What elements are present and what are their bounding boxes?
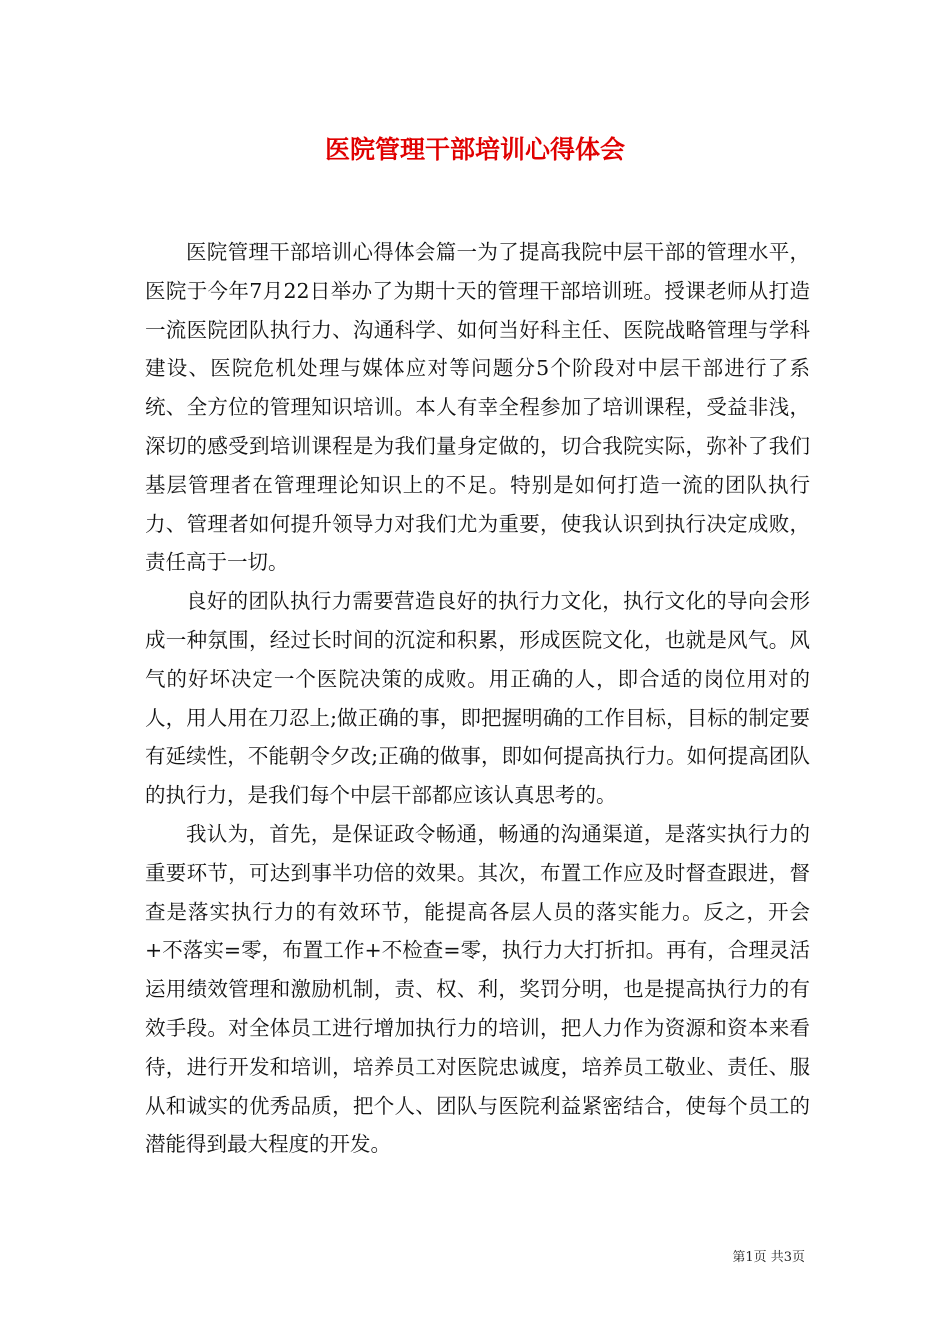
page-number-footer: 第1页 共3页 (732, 1250, 805, 1265)
paragraph-1: 医院管理干部培训心得体会篇一为了提高我院中层干部的管理水平，医院于今年7月22日举办了为期十天的管理干部培训班。授课老师从打造一流医院团队执行力、沟通科学、如何当好科主任、医院战略管理与学科建设、医院危机处理与媒体应对等问题分5个阶段对中层干部进行了系统、全方位的管理知识培训。本人有幸全程参加了培训课程，受益非浅，深切的感受到培训课程是为我们量身定做的，切合我院实际，弥补了我们基层管理者在管理理论知识上的不足。特别是如何打造一流的团队执行力、管理者如何提升领导力对我们尤为重要，使我认识到执行决定成败，责任高于一切。 (145, 240, 810, 575)
document-title: 医院管理干部培训心得体会 (324, 135, 625, 164)
document-body (145, 233, 810, 1164)
paragraph-2: 良好的团队执行力需要营造良好的执行力文化，执行文化的导向会形成一种氛围，经过长时间的沉淀和积累，形成医院文化，也就是风气。风气的好坏决定一个医院决策的成败。用正确的人，即合适的岗位用对的人，用人用在刀忍上;做正确的事，即把握明确的工作目标，目标的制定要有延续性，不能朝令夕改;正确的做事，即如何提高执行力。如何提高团队的执行力，是我们每个中层干部都应该认真思考的。 (145, 589, 810, 808)
paragraph-3: 我认为，首先，是保证政令畅通，畅通的沟通渠道，是落实执行力的重要环节，可达到事半功倍的效果。其次，布置工作应及时督查跟进，督查是落实执行力的有效环节，能提高各层人员的落实能力。反之，开会+不落实=零，布置工作+不检查=零，执行力大打折扣。再有，合理灵活运用绩效管理和激励机制，责、权、利，奖罚分明，也是提高执行力的有效手段。对全体员工进行增加执行力的培训，把人力作为资源和资本来看待，进行开发和培训，培养员工对医院忠诚度，培养员工敬业、责任、服从和诚实的优秀品质，把个人、团队与医院利益紧密结合，使每个员工的潜能得到最大程度的开发。 (145, 821, 810, 1157)
